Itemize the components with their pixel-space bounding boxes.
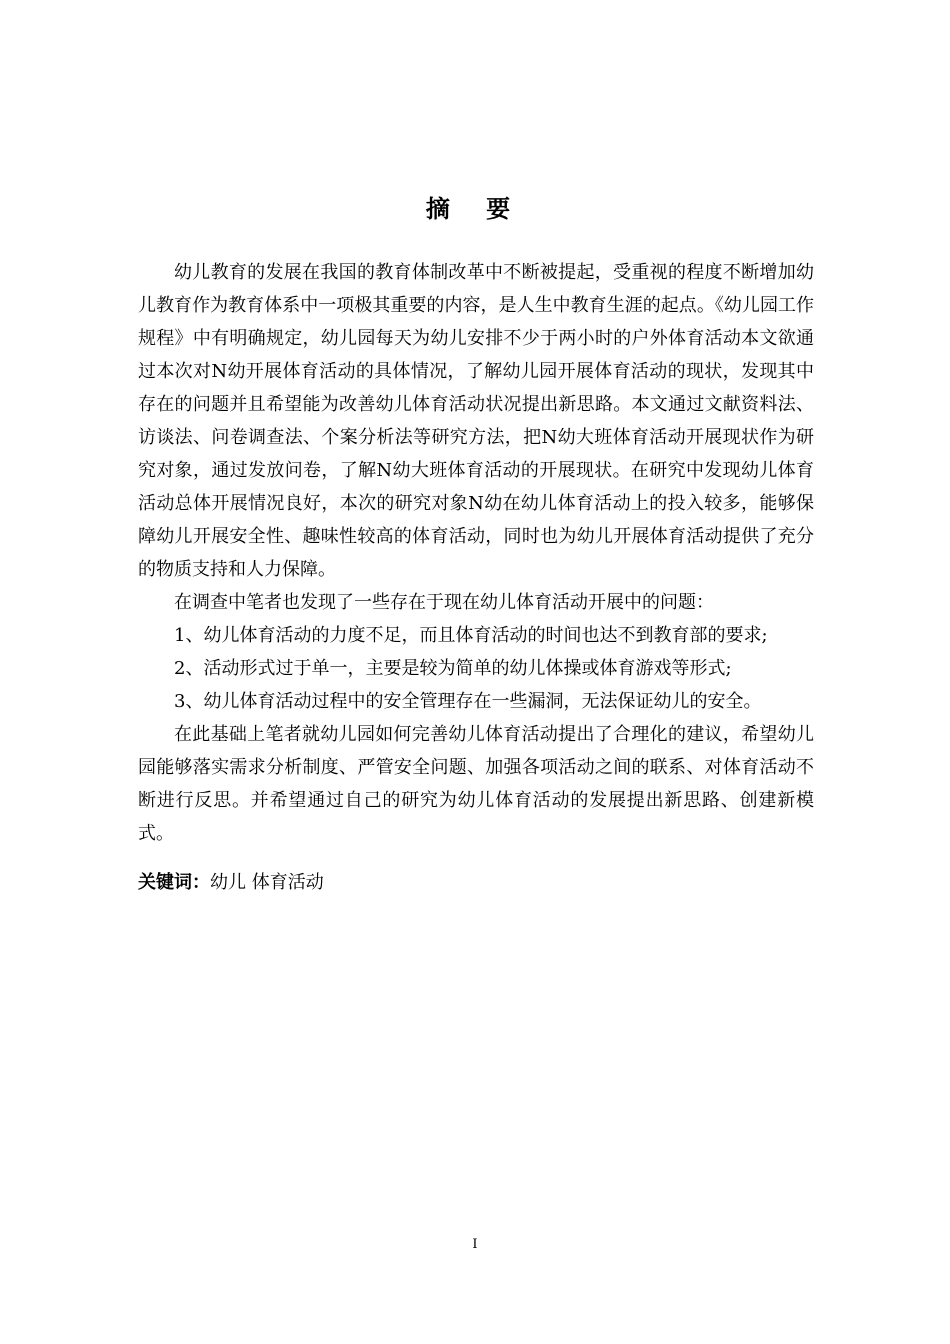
abstract-body (138, 256, 814, 850)
keywords-line (138, 866, 814, 899)
list-item-problem-2: 2、活动形式过于单一，主要是较为简单的幼儿体操或体育游戏等形式; (174, 658, 732, 679)
keywords-value: 幼儿 体育活动 (210, 872, 324, 893)
paragraph-problems-intro: 在调查中笔者也发现了一些存在于现在幼儿体育活动开展中的问题： (174, 592, 714, 613)
page-number: I (472, 1237, 478, 1252)
keywords-label: 关键词： (138, 872, 210, 893)
page-title: 摘 要 (425, 195, 525, 223)
paragraph-suggestions: 在此基础上笔者就幼儿园如何完善幼儿体育活动提出了合理化的建议，希望幼儿园能够落实需求分析制度、严管安全问题、加强各项活动之间的联系、对体育活动不断进行反思。并希望通过自己的研究为幼儿体育活动的发展提出新思路、创建新模式。 (138, 724, 814, 844)
list-item-problem-1: 1、幼儿体育活动的力度不足，而且体育活动的时间也达不到教育部的要求; (174, 625, 768, 646)
list-item-problem-3: 3、幼儿体育活动过程中的安全管理存在一些漏洞，无法保证幼儿的安全。 (174, 691, 762, 712)
paragraph-intro: 幼儿教育的发展在我国的教育体制改革中不断被提起，受重视的程度不断增加幼儿教育作为教育体系中一项极其重要的内容，是人生中教育生涯的起点。《幼儿园工作规程》中有明确规定，幼儿园每天为幼儿安排不少于两小时的户外体育活动本文欲通过本次对N幼开展体育活动的具体情况，了解幼儿园开展体育活动的现状，发现其中存在的问题并且希望能为改善幼儿体育活动状况提出新思路。本文通过文献资料法、访谈法、问卷调查法、个案分析法等研究方法，把N幼大班体育活动开展现状作为研究对象，通过发放问卷，了解N幼大班体育活动的开展现状。在研究中发现幼儿体育活动总体开展情况良好，本次的研究对象N幼在幼儿体育活动上的投入较多，能够保障幼儿开展安全性、趣味性较高的体育活动，同时也为幼儿开展体育活动提供了充分的物质支持和人力保障。 (138, 262, 814, 580)
